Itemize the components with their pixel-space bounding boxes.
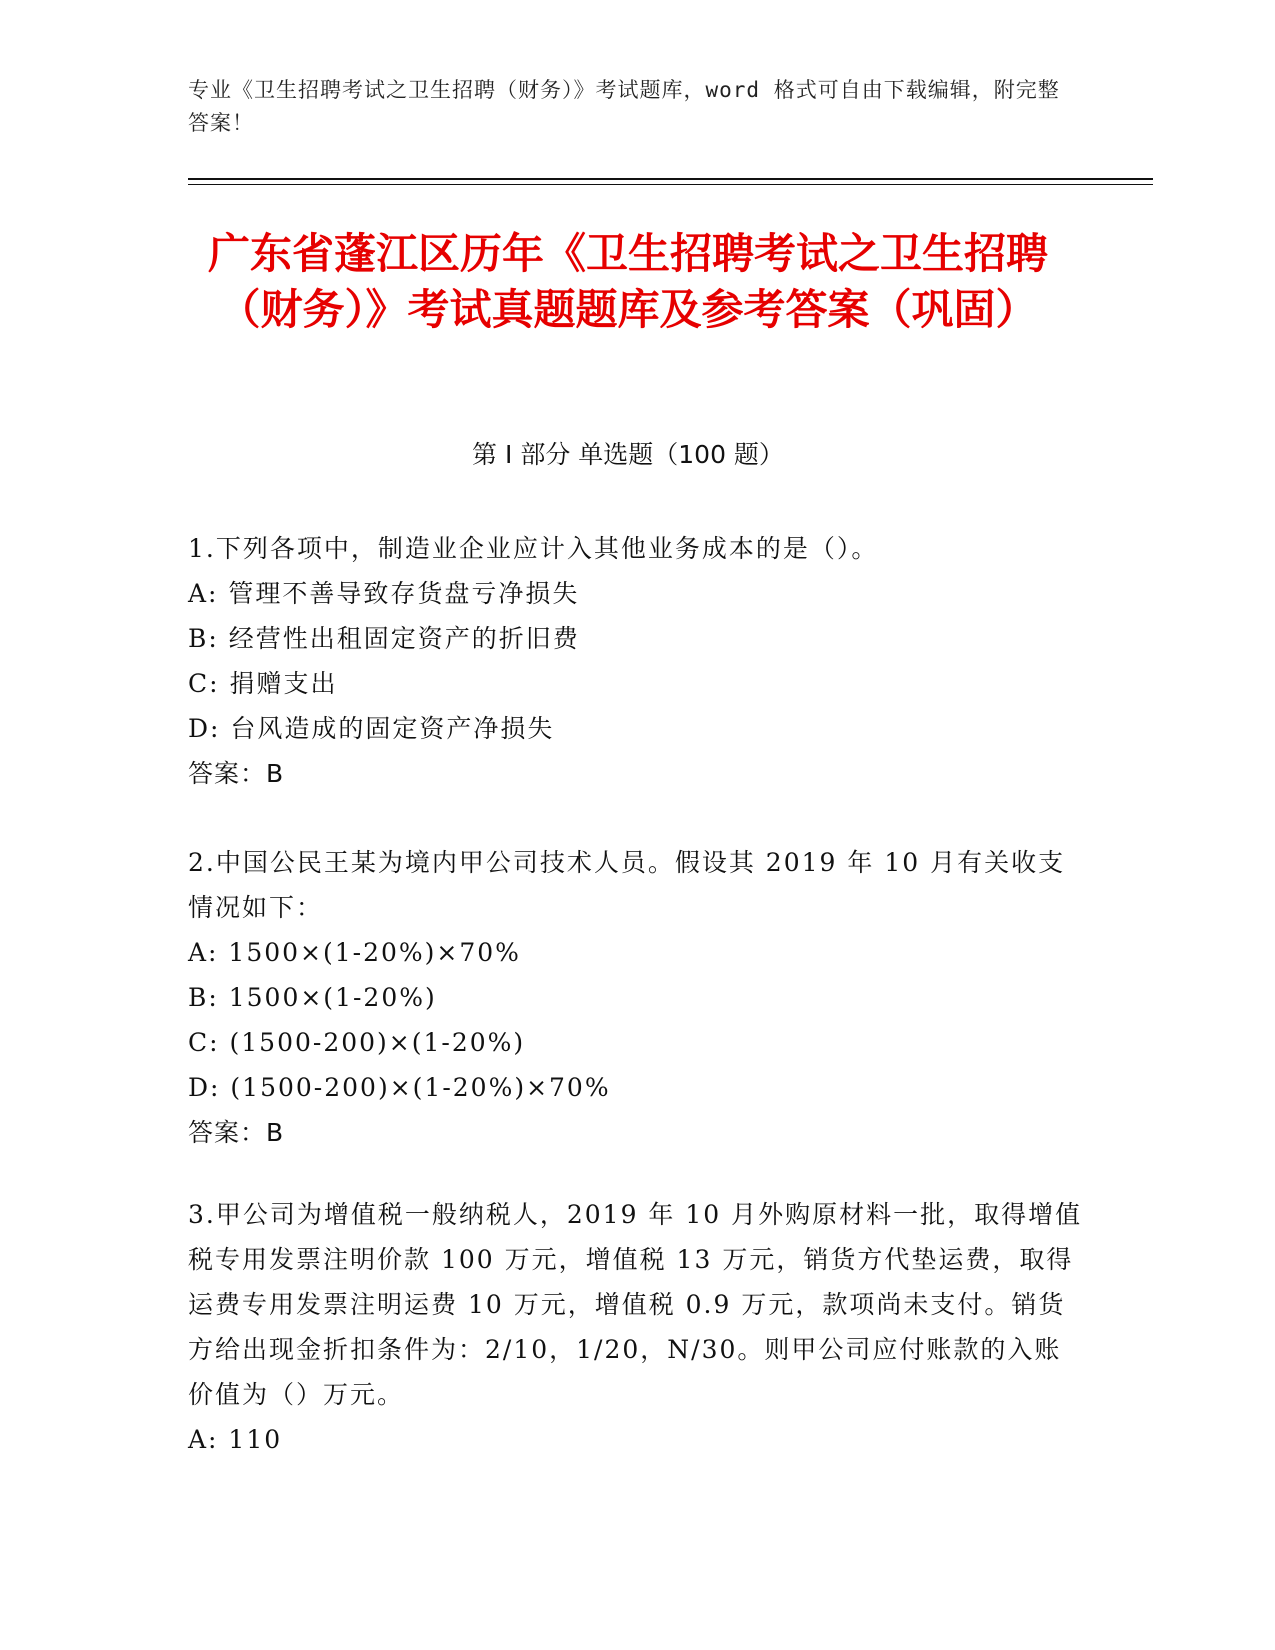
header-divider-thin [188,184,1153,185]
section-heading: 第 I 部分 单选题（100 题） [472,440,784,469]
question-1 [188,526,1088,796]
option-a: A: 110 [188,1425,283,1454]
answer: 答案：B [188,759,285,788]
option-a: A: 1500×(1-20%)×70% [188,938,521,967]
option-b: B: 经营性出租固定资产的折旧费 [188,624,580,653]
question-stem: 3.甲公司为增值税一般纳税人，2019 年 10 月外购原材料一批，取得增值税专用发票注明价款 100 万元，增值税 13 万元，销货方代垫运费，取得运费专用发票注明运费 10 万元，增值税 0.9 万元，款项尚未支付。销货方给出现金折扣条件为：2/10，1/20，N/30。则甲公司应付账款的入账价值为（）万元。 [188,1200,1083,1409]
option-c: C: 捐赠支出 [188,669,338,698]
option-b: B: 1500×(1-20%) [188,983,437,1012]
header-divider-thick [188,178,1153,180]
option-d: D: (1500-200)×(1-20%)×70% [188,1073,611,1102]
document-title: 广东省蓬江区历年《卫生招聘考试之卫生招聘（财务）》考试真题题库及参考答案（巩固） [207,229,1048,334]
question-2 [188,840,1088,1155]
answer: 答案：B [188,1118,285,1147]
question-stem: 2.中国公民王某为境内甲公司技术人员。假设其 2019 年 10 月有关收支情况如下： [188,848,1066,922]
option-a: A: 管理不善导致存货盘亏净损失 [188,579,580,608]
question-3 [188,1192,1088,1462]
option-d: D: 台风造成的固定资产净损失 [188,714,555,743]
option-c: C: (1500-200)×(1-20%) [188,1028,526,1057]
header-note: 专业《卫生招聘考试之卫生招聘（财务）》考试题库，word 格式可自由下载编辑，附完整答案！ [188,78,1060,135]
question-stem: 1.下列各项中，制造业企业应计入其他业务成本的是（）。 [188,534,879,563]
